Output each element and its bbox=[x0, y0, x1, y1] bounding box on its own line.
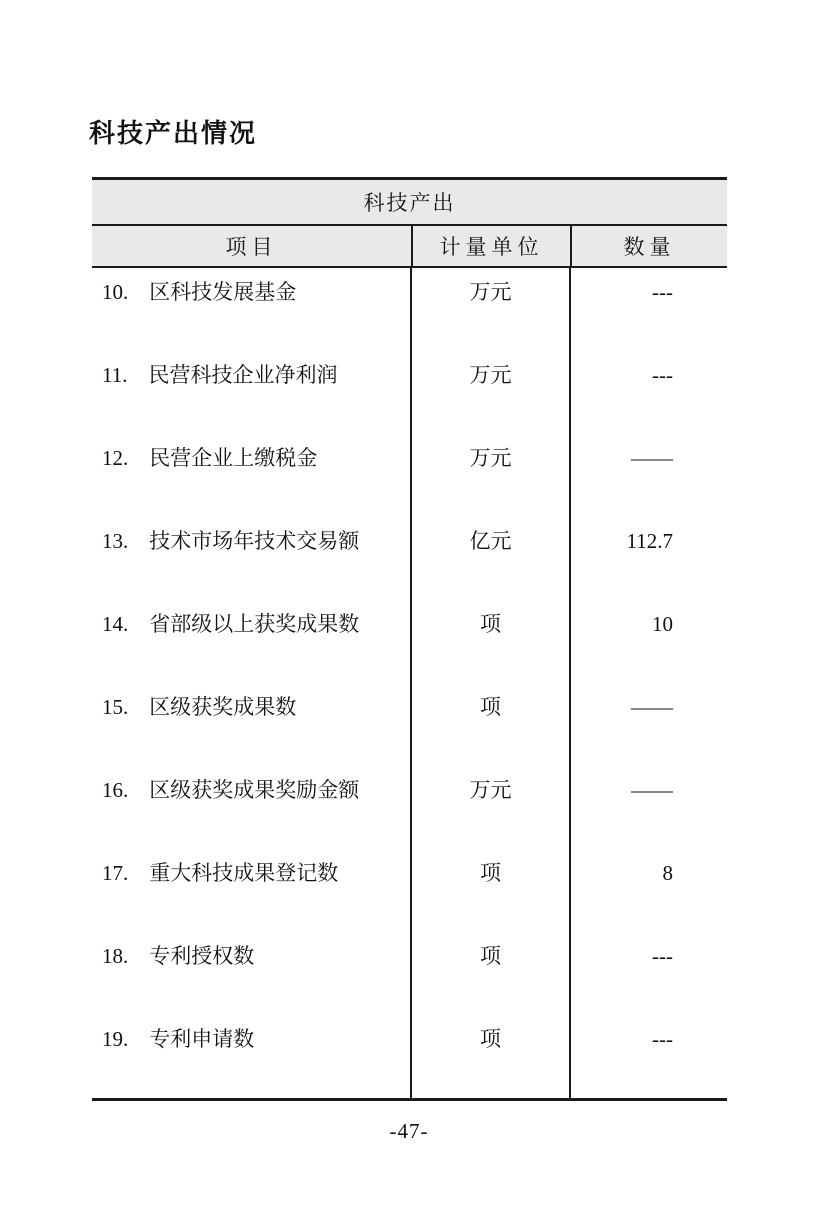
page-number: -47- bbox=[389, 1119, 429, 1143]
row-value: --- bbox=[652, 944, 673, 968]
row-item-label: 10. 区科技发展基金 bbox=[102, 280, 297, 304]
row-item-label: 12. 民营企业上缴税金 bbox=[102, 446, 318, 470]
sci-tech-output-table bbox=[92, 177, 727, 1101]
row-item-label: 11. 民营科技企业净利润 bbox=[102, 363, 338, 387]
row-value: 10 bbox=[652, 612, 673, 636]
row-value: —— bbox=[631, 446, 673, 470]
row-item-label: 19. 专利申请数 bbox=[102, 1027, 255, 1051]
row-value: --- bbox=[652, 363, 673, 387]
row-value: —— bbox=[631, 695, 673, 719]
row-value: --- bbox=[652, 280, 673, 304]
row-item-label: 15. 区级获奖成果数 bbox=[102, 695, 297, 719]
row-item-label: 17. 重大科技成果登记数 bbox=[102, 861, 339, 885]
column-divider-icon bbox=[569, 268, 571, 1098]
column-header-quantity: 数量 bbox=[570, 226, 727, 266]
row-item-label: 18. 专利授权数 bbox=[102, 944, 255, 968]
column-header-item: 项目 bbox=[225, 235, 278, 259]
row-unit: 项 bbox=[480, 861, 501, 885]
row-unit: 万元 bbox=[469, 363, 512, 387]
row-unit: 亿元 bbox=[469, 529, 512, 553]
row-unit: 项 bbox=[480, 1027, 501, 1051]
row-unit: 万元 bbox=[469, 778, 512, 802]
row-value: --- bbox=[652, 1027, 673, 1051]
row-item-label: 13. 技术市场年技术交易额 bbox=[102, 529, 360, 553]
table-body bbox=[92, 268, 727, 1098]
row-unit: 万元 bbox=[469, 446, 512, 470]
row-value: 8 bbox=[662, 861, 673, 885]
table-title: 科技产出 bbox=[363, 191, 456, 215]
column-divider-icon bbox=[410, 268, 412, 1098]
row-value: 112.7 bbox=[626, 529, 673, 553]
row-item-label: 14. 省部级以上获奖成果数 bbox=[102, 612, 360, 636]
row-unit: 万元 bbox=[469, 280, 512, 304]
row-item-label: 16. 区级获奖成果奖励金额 bbox=[102, 778, 360, 802]
table-title-row bbox=[92, 180, 727, 226]
row-unit: 项 bbox=[480, 944, 501, 968]
column-header-unit: 计量单位 bbox=[411, 226, 570, 266]
row-unit: 项 bbox=[480, 695, 501, 719]
row-unit: 项 bbox=[480, 612, 501, 636]
table-header-row bbox=[92, 226, 727, 268]
page-title: 科技产出情况 bbox=[89, 119, 258, 148]
row-value: —— bbox=[631, 778, 673, 802]
